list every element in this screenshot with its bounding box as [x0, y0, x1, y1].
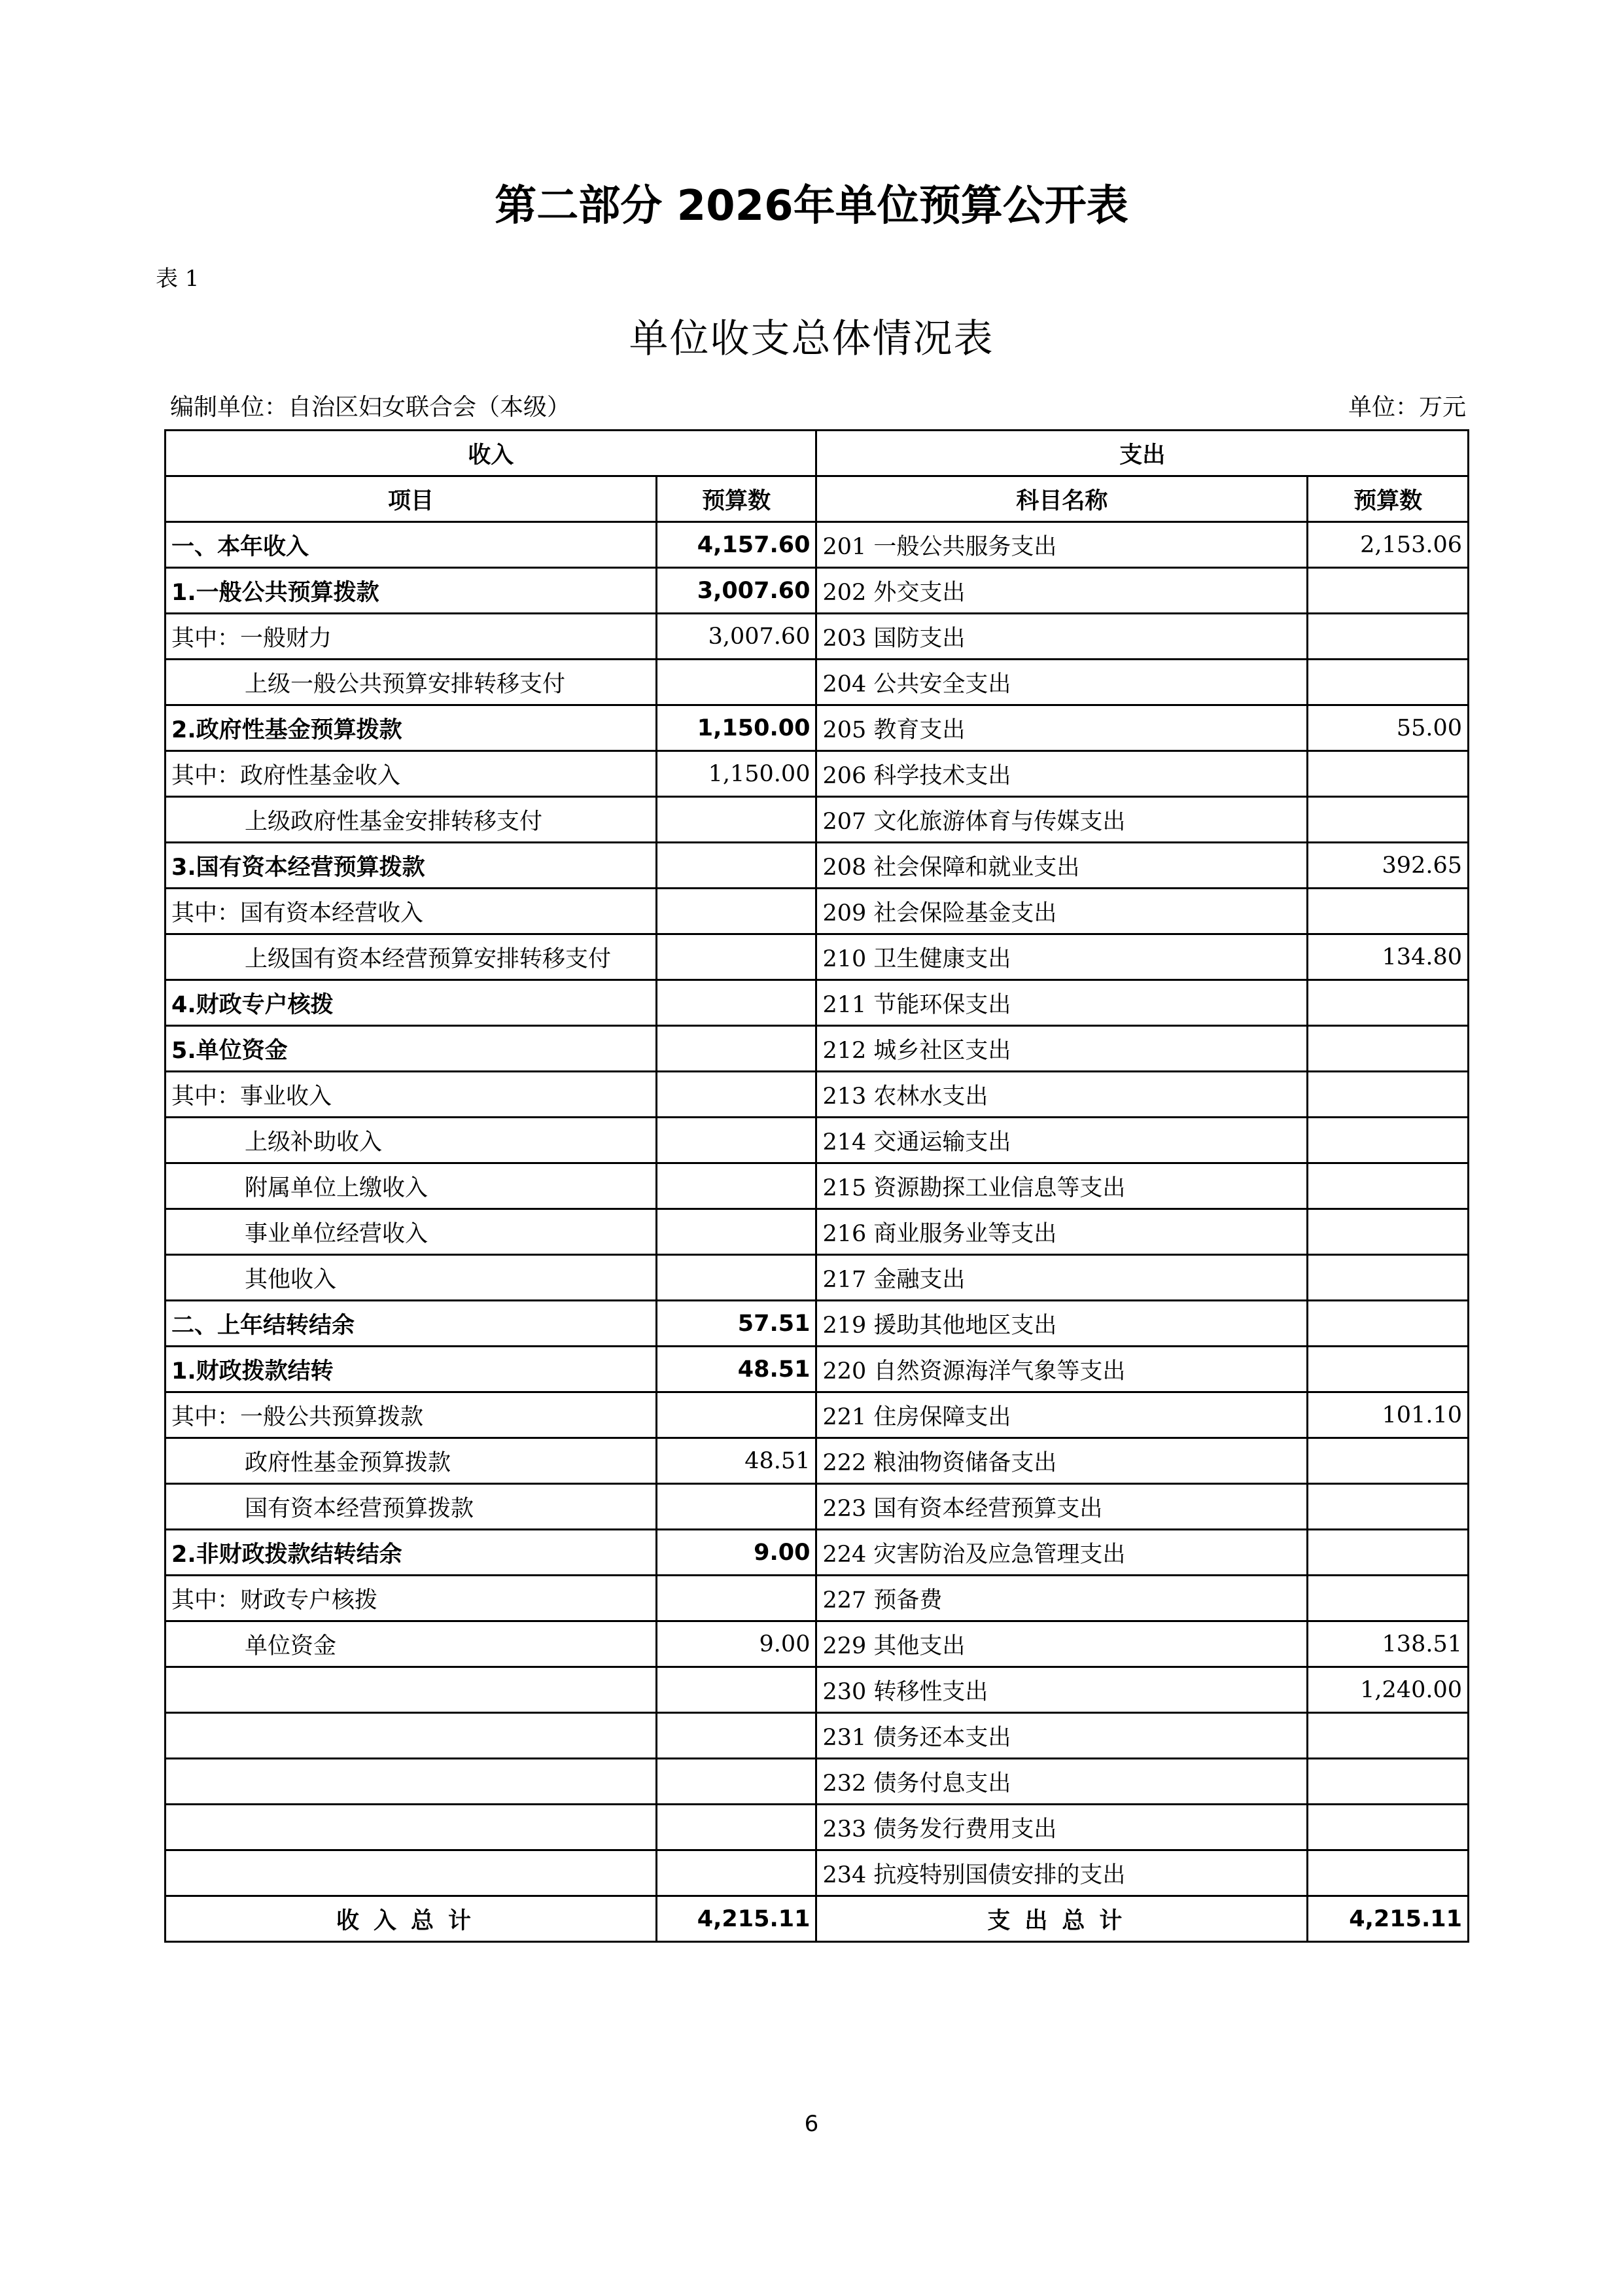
expense-subject-cell: 206 科学技术支出: [816, 751, 1308, 797]
income-item-cell: 4.财政专户核拨: [166, 980, 657, 1026]
expense-budget-cell: 55.00: [1308, 705, 1469, 751]
expense-budget-cell: [1308, 1301, 1469, 1347]
expense-budget-cell: [1308, 1805, 1469, 1850]
expense-subject-cell: 202 外交支出: [816, 568, 1308, 614]
income-budget-cell: [656, 1209, 816, 1255]
table-row: [166, 1621, 1469, 1667]
expense-budget-cell: [1308, 889, 1469, 934]
expense-budget-cell: 134.80: [1308, 934, 1469, 980]
income-budget-cell: [656, 1759, 816, 1805]
expense-subject-cell: 205 教育支出: [816, 705, 1308, 751]
income-item-cell: 其他收入: [166, 1255, 657, 1301]
table-row: [166, 843, 1469, 889]
expense-subject-cell: 210 卫生健康支出: [816, 934, 1308, 980]
table-row: [166, 1759, 1469, 1805]
income-item-cell: 上级国有资本经营预算安排转移支付: [166, 934, 657, 980]
income-item-cell: 政府性基金预算拨款: [166, 1438, 657, 1484]
income-budget-cell: [656, 1484, 816, 1530]
income-budget-cell: [656, 1072, 816, 1118]
income-budget-cell: [656, 797, 816, 843]
expense-budget-cell: [1308, 1850, 1469, 1896]
income-budget-cell: [656, 1163, 816, 1209]
table-row: [166, 1484, 1469, 1530]
expense-budget-cell: [1308, 1072, 1469, 1118]
income-item-cell: 5.单位资金: [166, 1026, 657, 1072]
income-item-cell: 其中：国有资本经营收入: [166, 889, 657, 934]
income-item-cell: 1.财政拨款结转: [166, 1347, 657, 1392]
table-row: [166, 1118, 1469, 1163]
income-budget-cell: 1,150.00: [656, 705, 816, 751]
income-item-cell: 国有资本经营预算拨款: [166, 1484, 657, 1530]
table-title: 单位收支总体情况表: [629, 316, 994, 362]
income-budget-cell: [656, 660, 816, 705]
expense-subject-cell: 204 公共安全支出: [816, 660, 1308, 705]
expense-subject-cell: 211 节能环保支出: [816, 980, 1308, 1026]
income-budget-cell: [656, 889, 816, 934]
expense-budget-cell: [1308, 1209, 1469, 1255]
expense-budget-cell: [1308, 660, 1469, 705]
expense-budget-cell: [1308, 797, 1469, 843]
income-budget-cell: [656, 934, 816, 980]
expense-subject-cell: 208 社会保障和就业支出: [816, 843, 1308, 889]
income-item-cell: 一、本年收入: [166, 522, 657, 568]
table-row: [166, 980, 1469, 1026]
income-budget-cell: [656, 1713, 816, 1759]
subject-header: 科目名称: [816, 476, 1308, 522]
expense-subject-cell: 224 灾害防治及应急管理支出: [816, 1530, 1308, 1576]
table-row: [166, 1713, 1469, 1759]
income-item-cell: [166, 1759, 657, 1805]
table-row: [166, 1850, 1469, 1896]
table-row: [166, 1255, 1469, 1301]
table-row: [166, 705, 1469, 751]
expense-budget-cell: 1,240.00: [1308, 1667, 1469, 1713]
expense-subject-cell: 231 债务还本支出: [816, 1713, 1308, 1759]
header-row-top: [166, 431, 1469, 476]
expense-budget-cell: [1308, 1713, 1469, 1759]
expense-budget-cell: 101.10: [1308, 1392, 1469, 1438]
expense-subject-cell: 213 农林水支出: [816, 1072, 1308, 1118]
expense-budget-cell: [1308, 1576, 1469, 1621]
expense-budget-cell: 2,153.06: [1308, 522, 1469, 568]
income-budget-cell: [656, 1576, 816, 1621]
expense-budget-cell: [1308, 980, 1469, 1026]
income-budget-cell: 57.51: [656, 1301, 816, 1347]
table-row: [166, 1301, 1469, 1347]
table-row: [166, 1576, 1469, 1621]
total-row: [166, 1896, 1469, 1942]
expense-budget-cell: [1308, 1438, 1469, 1484]
income-budget-cell: 4,157.60: [656, 522, 816, 568]
income-budget-header: 预算数: [656, 476, 816, 522]
table-row: [166, 1209, 1469, 1255]
income-item-cell: 3.国有资本经营预算拨款: [166, 843, 657, 889]
table-row: [166, 614, 1469, 660]
income-item-cell: 1.一般公共预算拨款: [166, 568, 657, 614]
expense-budget-cell: [1308, 1484, 1469, 1530]
expense-budget-cell: [1308, 1026, 1469, 1072]
expense-budget-header: 预算数: [1308, 476, 1469, 522]
expense-budget-cell: [1308, 1530, 1469, 1576]
income-budget-cell: 9.00: [656, 1621, 816, 1667]
income-item-cell: 上级补助收入: [166, 1118, 657, 1163]
item-header: 项目: [166, 476, 657, 522]
income-item-cell: 上级一般公共预算安排转移支付: [166, 660, 657, 705]
table-row: [166, 1392, 1469, 1438]
currency-unit: 单位：万元: [1348, 394, 1466, 421]
income-item-cell: 其中：一般财力: [166, 614, 657, 660]
expense-subject-cell: 207 文化旅游体育与传媒支出: [816, 797, 1308, 843]
income-item-cell: [166, 1713, 657, 1759]
income-budget-cell: [656, 1118, 816, 1163]
income-item-cell: 单位资金: [166, 1621, 657, 1667]
expense-subject-cell: 220 自然资源海洋气象等支出: [816, 1347, 1308, 1392]
table-row: [166, 751, 1469, 797]
income-budget-cell: 3,007.60: [656, 614, 816, 660]
table-row: [166, 660, 1469, 705]
income-total-label: 收入总计: [166, 1896, 657, 1942]
expense-subject-cell: 232 债务付息支出: [816, 1759, 1308, 1805]
expense-budget-cell: [1308, 751, 1469, 797]
income-budget-cell: 9.00: [656, 1530, 816, 1576]
expense-budget-cell: [1308, 1163, 1469, 1209]
expense-subject-cell: 217 金融支出: [816, 1255, 1308, 1301]
income-budget-cell: 1,150.00: [656, 751, 816, 797]
table-row: [166, 1667, 1469, 1713]
expense-budget-cell: 138.51: [1308, 1621, 1469, 1667]
income-item-cell: 其中：财政专户核拨: [166, 1576, 657, 1621]
income-item-cell: 其中：一般公共预算拨款: [166, 1392, 657, 1438]
income-budget-cell: [656, 980, 816, 1026]
income-budget-cell: [656, 1255, 816, 1301]
table-row: [166, 1026, 1469, 1072]
income-header: 收入: [166, 431, 816, 476]
income-item-cell: 其中：政府性基金收入: [166, 751, 657, 797]
compiling-unit: 编制单位：自治区妇女联合会（本级）: [170, 394, 571, 421]
expense-budget-cell: [1308, 1759, 1469, 1805]
table-row: [166, 568, 1469, 614]
income-item-cell: 其中：事业收入: [166, 1072, 657, 1118]
expense-subject-cell: 201 一般公共服务支出: [816, 522, 1308, 568]
table-row: [166, 889, 1469, 934]
expense-budget-cell: [1308, 1347, 1469, 1392]
expense-subject-cell: 216 商业服务业等支出: [816, 1209, 1308, 1255]
table-row: [166, 1072, 1469, 1118]
income-budget-cell: 48.51: [656, 1438, 816, 1484]
expense-subject-cell: 227 预备费: [816, 1576, 1308, 1621]
expense-total-value: 4,215.11: [1308, 1896, 1469, 1942]
expense-budget-cell: [1308, 1118, 1469, 1163]
table-row: [166, 1347, 1469, 1392]
expense-subject-cell: 219 援助其他地区支出: [816, 1301, 1308, 1347]
table-number: 表 1: [156, 266, 200, 292]
expense-subject-cell: 203 国防支出: [816, 614, 1308, 660]
expense-budget-cell: [1308, 568, 1469, 614]
expense-subject-cell: 222 粮油物资储备支出: [816, 1438, 1308, 1484]
income-budget-cell: 3,007.60: [656, 568, 816, 614]
expense-budget-cell: 392.65: [1308, 843, 1469, 889]
expense-subject-cell: 230 转移性支出: [816, 1667, 1308, 1713]
income-item-cell: [166, 1850, 657, 1896]
table-row: [166, 1163, 1469, 1209]
expense-subject-cell: 209 社会保险基金支出: [816, 889, 1308, 934]
income-item-cell: 2.政府性基金预算拨款: [166, 705, 657, 751]
page-heading: 第二部分 2026年单位预算公开表: [495, 182, 1128, 230]
budget-table: [164, 429, 1469, 1943]
income-item-cell: [166, 1805, 657, 1850]
income-budget-cell: 48.51: [656, 1347, 816, 1392]
income-budget-cell: [656, 1805, 816, 1850]
income-item-cell: 事业单位经营收入: [166, 1209, 657, 1255]
table-row: [166, 522, 1469, 568]
income-total-value: 4,215.11: [656, 1896, 816, 1942]
expense-subject-cell: 221 住房保障支出: [816, 1392, 1308, 1438]
income-item-cell: 上级政府性基金安排转移支付: [166, 797, 657, 843]
header-row-sub: [166, 476, 1469, 522]
expense-subject-cell: 223 国有资本经营预算支出: [816, 1484, 1308, 1530]
expense-subject-cell: 215 资源勘探工业信息等支出: [816, 1163, 1308, 1209]
expense-budget-cell: [1308, 614, 1469, 660]
table-row: [166, 1530, 1469, 1576]
expense-subject-cell: 233 债务发行费用支出: [816, 1805, 1308, 1850]
table-row: [166, 1438, 1469, 1484]
page-number: 6: [804, 2111, 819, 2137]
income-budget-cell: [656, 843, 816, 889]
expense-subject-cell: 234 抗疫特别国债安排的支出: [816, 1850, 1308, 1896]
income-item-cell: 二、上年结转结余: [166, 1301, 657, 1347]
income-budget-cell: [656, 1026, 816, 1072]
expense-budget-cell: [1308, 1255, 1469, 1301]
expense-subject-cell: 212 城乡社区支出: [816, 1026, 1308, 1072]
table-row: [166, 1805, 1469, 1850]
income-item-cell: 2.非财政拨款结转结余: [166, 1530, 657, 1576]
table-row: [166, 797, 1469, 843]
expense-total-label: 支出总计: [816, 1896, 1308, 1942]
expense-subject-cell: 229 其他支出: [816, 1621, 1308, 1667]
expense-subject-cell: 214 交通运输支出: [816, 1118, 1308, 1163]
income-budget-cell: [656, 1392, 816, 1438]
income-budget-cell: [656, 1850, 816, 1896]
expense-header: 支出: [816, 431, 1469, 476]
income-item-cell: [166, 1667, 657, 1713]
income-item-cell: 附属单位上缴收入: [166, 1163, 657, 1209]
income-budget-cell: [656, 1667, 816, 1713]
table-row: [166, 934, 1469, 980]
